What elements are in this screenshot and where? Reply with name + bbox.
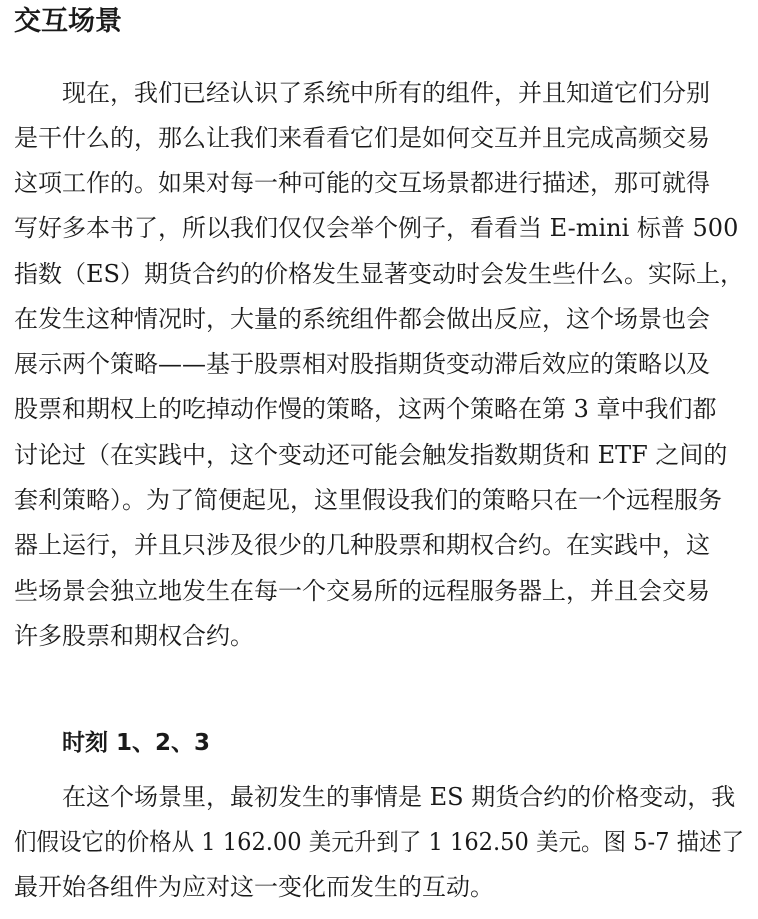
paragraph-line: 讨论过（在实践中，这个变动还可能会触发指数期货和 ETF 之间的 (14, 441, 728, 469)
paragraph-line: 们假设它的价格从 1 162.00 美元升到了 1 162.50 美元。图 5-7 描述了 (14, 828, 745, 856)
subsection-heading: 时刻 1、2、3 (62, 730, 211, 756)
paragraph-line: 展示两个策略——基于股票相对股指期货变动滞后效应的策略以及 (14, 350, 710, 378)
paragraph-line: 在发生这种情况时，大量的系统组件都会做出反应，这个场景也会 (14, 305, 710, 333)
paragraph-line: 这项工作的。如果对每一种可能的交互场景都进行描述，那可就得 (14, 169, 710, 197)
paragraph-line: 最开始各组件为应对这一变化而发生的互动。 (14, 873, 494, 901)
section-title: 交互场景 (14, 6, 122, 37)
paragraph-line: 写好多本书了，所以我们仅仅会举个例子，看看当 E-mini 标普 500 (14, 214, 739, 242)
paragraph-line: 在这个场景里，最初发生的事情是 ES 期货合约的价格变动，我 (62, 783, 736, 811)
paragraph-line: 器上运行，并且只涉及很少的几种股票和期权合约。在实践中，这 (14, 531, 710, 559)
paragraph-line: 股票和期权上的吃掉动作慢的策略，这两个策略在第 3 章中我们都 (14, 395, 717, 423)
paragraph-line: 是干什么的，那么让我们来看看它们是如何交互并且完成高频交易 (14, 124, 710, 152)
paragraph-line: 许多股票和期权合约。 (14, 622, 254, 650)
paragraph-line: 指数（ES）期货合约的价格发生显著变动时会发生些什么。实际上， (14, 260, 744, 288)
paragraph-line: 现在，我们已经认识了系统中所有的组件，并且知道它们分别 (62, 79, 710, 107)
paragraph-line: 套利策略）。为了简便起见，这里假设我们的策略只在一个远程服务 (14, 486, 722, 514)
paragraph-line: 些场景会独立地发生在每一个交易所的远程服务器上，并且会交易 (14, 577, 710, 605)
